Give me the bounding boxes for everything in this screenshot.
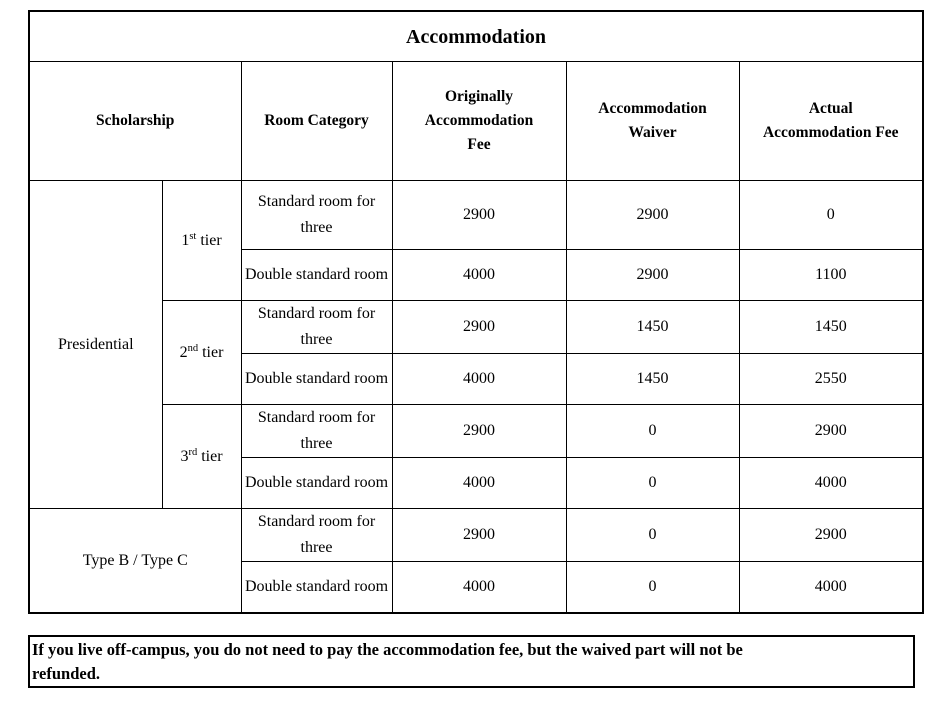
waiver-value: 2900: [566, 181, 739, 250]
actual-fee-value: 4000: [739, 458, 923, 509]
footnote-line: refunded.: [32, 664, 100, 683]
accommodation-fee-table: [28, 10, 924, 614]
room-category-cell: Standard room for three: [241, 405, 392, 458]
scholarship-type-b-c-cell: Type B / Type C: [29, 509, 241, 614]
header-line: Waiver: [628, 124, 677, 141]
originally-fee-value: 2900: [392, 509, 566, 562]
waiver-value: 0: [566, 458, 739, 509]
header-line: Actual: [808, 100, 853, 117]
footnote-line: If you live off-campus, you do not need to pay the accommodation fee, but the waived part will not be: [32, 640, 743, 659]
table-title-row: [29, 11, 923, 62]
originally-fee-value: 2900: [392, 301, 566, 354]
room-category-cell: Double standard room: [241, 562, 392, 614]
originally-fee-value: 4000: [392, 354, 566, 405]
tier-3rd-cell: [162, 405, 241, 509]
header-line: Accommodation Fee: [762, 124, 899, 141]
originally-fee-value: 2900: [392, 181, 566, 250]
col-header-accommodation-waiver: [566, 62, 739, 181]
table-row: [29, 181, 923, 250]
table-row: [29, 509, 923, 562]
header-line: Accommodation: [598, 100, 707, 117]
actual-fee-value: 0: [739, 181, 923, 250]
tier-ordinal-suffix: rd: [188, 446, 198, 458]
tier-number: 1: [181, 231, 190, 249]
off-campus-footnote: [28, 635, 915, 688]
tier-ordinal-suffix: nd: [187, 342, 199, 354]
actual-fee-value: 2900: [739, 405, 923, 458]
originally-fee-value: 4000: [392, 250, 566, 301]
originally-fee-value: 2900: [392, 405, 566, 458]
tier-1st-cell: [162, 181, 241, 301]
tier-label: tier: [198, 343, 224, 361]
tier-label: tier: [196, 231, 222, 249]
tier-number: 3: [180, 447, 189, 465]
room-category-cell: Standard room for three: [241, 301, 392, 354]
waiver-value: 2900: [566, 250, 739, 301]
room-category-cell: Double standard room: [241, 458, 392, 509]
actual-fee-value: 1450: [739, 301, 923, 354]
col-header-originally-fee: [392, 62, 566, 181]
originally-fee-value: 4000: [392, 562, 566, 614]
actual-fee-value: 2550: [739, 354, 923, 405]
waiver-value: 1450: [566, 354, 739, 405]
waiver-value: 1450: [566, 301, 739, 354]
tier-number: 2: [179, 343, 188, 361]
tier-ordinal-suffix: st: [189, 230, 197, 242]
header-line: Fee: [467, 136, 491, 153]
tier-label: tier: [197, 447, 223, 465]
table-header-row: [29, 62, 923, 181]
actual-fee-value: 4000: [739, 562, 923, 614]
scholarship-presidential-cell: Presidential: [29, 181, 162, 509]
header-line: Originally: [444, 88, 514, 105]
col-header-scholarship: Scholarship: [29, 62, 241, 181]
originally-fee-value: 4000: [392, 458, 566, 509]
room-category-cell: Double standard room: [241, 354, 392, 405]
waiver-value: 0: [566, 405, 739, 458]
waiver-value: 0: [566, 509, 739, 562]
table-row: [29, 301, 923, 354]
waiver-value: 0: [566, 562, 739, 614]
table-row: [29, 405, 923, 458]
table-title: Accommodation: [29, 11, 923, 62]
room-category-cell: Standard room for three: [241, 509, 392, 562]
col-header-room-category: Room Category: [241, 62, 392, 181]
header-line: Accommodation: [424, 112, 534, 129]
room-category-cell: Standard room for three: [241, 181, 392, 250]
col-header-actual-fee: [739, 62, 923, 181]
room-category-cell: Double standard room: [241, 250, 392, 301]
actual-fee-value: 1100: [739, 250, 923, 301]
actual-fee-value: 2900: [739, 509, 923, 562]
tier-2nd-cell: [162, 301, 241, 405]
